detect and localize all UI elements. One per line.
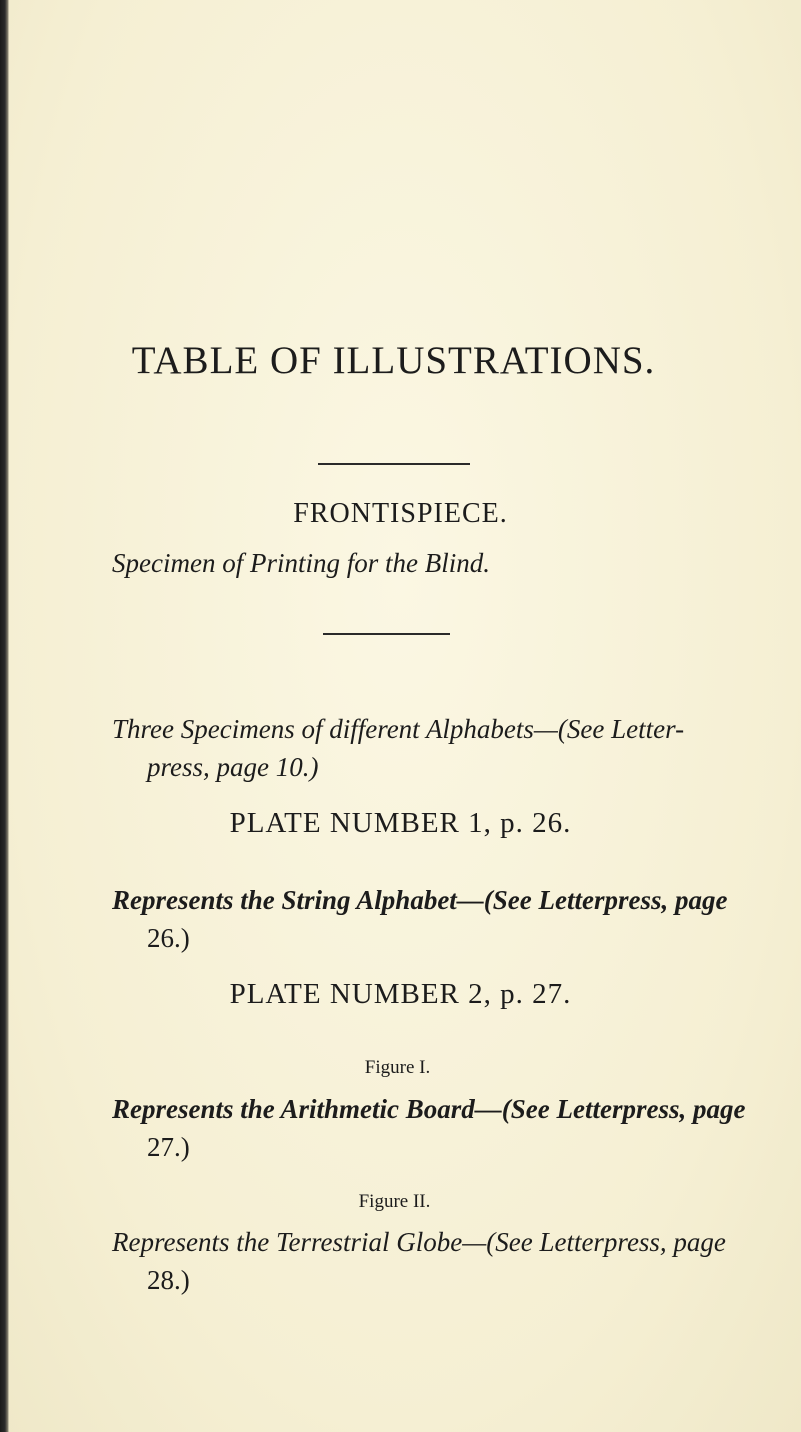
page-title: TABLE OF ILLUSTRATIONS. — [131, 339, 656, 382]
alphabets-entry-line: Three Specimens of different Alphabets—(See Letter- — [112, 714, 685, 744]
plate-1-entry-line: Represents the String Alphabet—(See Letterpress, page — [112, 885, 728, 915]
figure-2-label: Figure II. — [358, 1191, 431, 1212]
frontispiece-caption: Specimen of Printing for the Blind. — [112, 548, 490, 578]
plate-1-heading: PLATE NUMBER 1, p. 26. — [229, 807, 572, 839]
figure-2-entry-line: 28.) — [147, 1265, 190, 1295]
plate-2-heading: PLATE NUMBER 2, p. 27. — [229, 978, 572, 1010]
divider-rule — [318, 463, 470, 465]
frontispiece-heading: FRONTISPIECE. — [293, 498, 508, 529]
book-binding-edge — [0, 0, 9, 1432]
plate-1-entry-line: 26.) — [147, 923, 190, 953]
alphabets-entry-line: press, page 10.) — [147, 752, 319, 782]
figure-2-entry-line: Represents the Terrestrial Globe—(See Letterpress, page — [112, 1227, 726, 1257]
figure-1-entry-line: 27.) — [147, 1132, 190, 1162]
figure-1-entry-line: Represents the Arithmetic Board—(See Letterpress, page — [112, 1094, 746, 1124]
figure-1-label: Figure I. — [364, 1057, 431, 1078]
divider-rule — [323, 633, 450, 635]
